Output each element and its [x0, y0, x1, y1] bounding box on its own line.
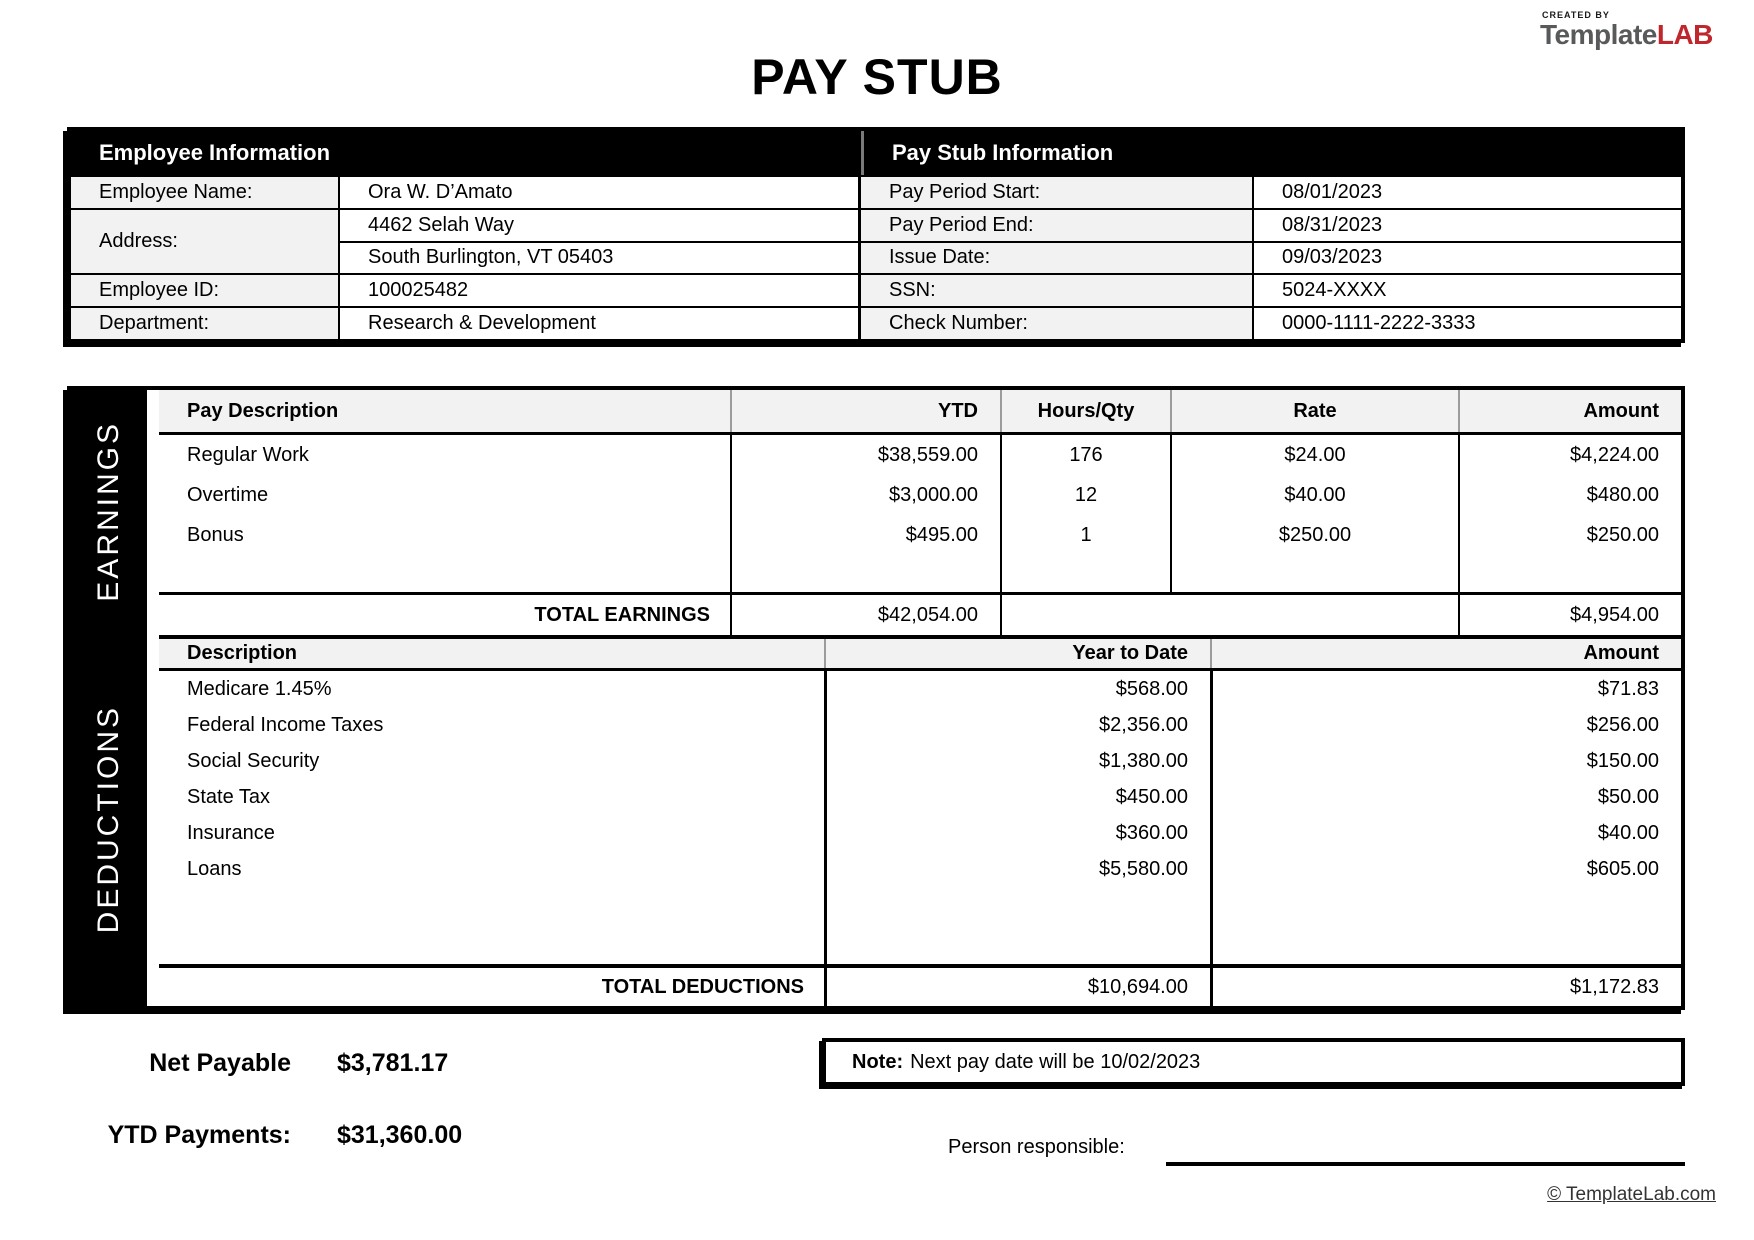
- deduction-row-ytd: $450.00: [1115, 785, 1188, 808]
- total-deductions-row: [159, 964, 1681, 1006]
- earnings-row-description: Overtime: [187, 483, 269, 506]
- net-payable-label: Net Payable: [149, 1049, 291, 1077]
- earnings-row-rate: $250.00: [1278, 523, 1352, 546]
- earnings-row-rate: $24.00: [1284, 443, 1346, 466]
- department-value: Research & Development: [340, 306, 861, 339]
- issue-date-label: Issue Date:: [861, 241, 1254, 274]
- address-label: Address:: [71, 208, 340, 274]
- deduction-row-ytd: $2,356.00: [1099, 713, 1188, 736]
- address-line2-value: South Burlington, VT 05403: [340, 241, 861, 274]
- earnings-header-ytd: YTD: [730, 390, 1000, 432]
- deduction-row-ytd: $5,580.00: [1099, 857, 1188, 880]
- deduction-row-amount: $256.00: [1586, 713, 1659, 736]
- deduction-row-amount: $150.00: [1586, 749, 1659, 772]
- net-payable-value: $3,781.17: [337, 1049, 449, 1077]
- deduction-row-description: Federal Income Taxes: [187, 713, 384, 736]
- employee-id-value: 100025482: [340, 273, 861, 306]
- templatelab-logo: [1540, 10, 1713, 50]
- ssn-label: SSN:: [861, 273, 1254, 306]
- deduction-row-ytd: $1,380.00: [1099, 749, 1188, 772]
- earnings-row-hours: 1: [1080, 523, 1092, 546]
- paystub-info-header: Pay Stub Information: [861, 131, 1681, 175]
- issue-date-value: 09/03/2023: [1254, 241, 1681, 274]
- employee-info-header: Employee Information: [71, 131, 861, 175]
- earnings-row-amount: $480.00: [1586, 483, 1659, 506]
- department-label: Department:: [71, 306, 340, 339]
- deductions-header-amount: Amount: [1210, 639, 1681, 668]
- total-earnings-spacer: [1000, 595, 1458, 635]
- note-label: Note:: [852, 1050, 904, 1073]
- employee-id-label: Employee ID:: [71, 273, 340, 306]
- check-number-label: Check Number:: [861, 306, 1254, 339]
- check-number-value: 0000-1111-2222-3333: [1254, 306, 1681, 339]
- employee-name-value: Ora W. D’Amato: [340, 175, 861, 208]
- earnings-row-ytd: $495.00: [905, 523, 978, 546]
- deductions-body: [159, 671, 1681, 964]
- deduction-row-ytd: $568.00: [1115, 677, 1188, 700]
- logo-brand: [1540, 20, 1713, 50]
- deduction-row-amount: $50.00: [1597, 785, 1659, 808]
- earnings-row-hours: 12: [1074, 483, 1098, 506]
- logo-created-by: CREATED BY: [1542, 10, 1610, 20]
- ssn-value: 5024-XXXX: [1254, 273, 1681, 306]
- deductions-header-row: [159, 639, 1681, 671]
- earnings-deductions-table: [67, 386, 1685, 1010]
- deductions-section-label: DEDUCTIONS: [92, 705, 125, 934]
- deductions-description-column: [159, 671, 824, 964]
- note-box: [822, 1038, 1685, 1086]
- earnings-header-rate: Rate: [1170, 390, 1458, 432]
- earnings-row-ytd: $3,000.00: [889, 483, 978, 506]
- earnings-row-rate: $40.00: [1284, 483, 1346, 506]
- total-deductions-amount: $1,172.83: [1210, 968, 1681, 1006]
- pay-period-start-label: Pay Period Start:: [861, 175, 1254, 208]
- deduction-row-amount: $40.00: [1597, 821, 1659, 844]
- deduction-row-description: Insurance: [187, 821, 275, 844]
- total-earnings-ytd: $42,054.00: [730, 595, 1000, 635]
- table-content: [159, 390, 1681, 1006]
- page-title: PAY STUB: [751, 49, 1003, 105]
- earnings-row-ytd: $38,559.00: [877, 443, 978, 466]
- ytd-payments-value: $31,360.00: [337, 1121, 463, 1149]
- earnings-row-description: Bonus: [187, 523, 244, 546]
- section-sidebar: [71, 390, 147, 1006]
- earnings-description-column: [159, 435, 730, 592]
- deduction-row-description: State Tax: [187, 785, 271, 808]
- earnings-header-amount: Amount: [1458, 390, 1681, 432]
- ytd-payments-label: YTD Payments:: [107, 1121, 291, 1149]
- person-responsible-label: Person responsible:: [948, 1136, 1125, 1158]
- pay-period-end-value: 08/31/2023: [1254, 208, 1681, 241]
- logo-brand-suffix: LAB: [1656, 19, 1713, 50]
- earnings-amount-column: [1458, 435, 1681, 592]
- copyright-link[interactable]: © TemplateLab.com: [1547, 1184, 1716, 1205]
- pay-period-end-label: Pay Period End:: [861, 208, 1254, 241]
- total-earnings-row: [159, 592, 1681, 639]
- employee-name-label: Employee Name:: [71, 175, 340, 208]
- deduction-row-amount: $71.83: [1597, 677, 1659, 700]
- earnings-row-amount: $250.00: [1586, 523, 1659, 546]
- earnings-hours-column: [1000, 435, 1170, 592]
- deduction-row-description: Social Security: [187, 749, 320, 772]
- earnings-header-row: [159, 390, 1681, 435]
- deduction-row-amount: $605.00: [1586, 857, 1659, 880]
- info-table: [67, 127, 1685, 343]
- earnings-row-hours: 176: [1069, 443, 1103, 466]
- earnings-ytd-column: [730, 435, 1000, 592]
- earnings-header-hours: Hours/Qty: [1000, 390, 1170, 432]
- deductions-header-ytd: Year to Date: [824, 639, 1210, 668]
- note-text: Next pay date will be 10/02/2023: [910, 1050, 1201, 1073]
- total-earnings-amount: $4,954.00: [1458, 595, 1681, 635]
- pay-period-start-value: 08/01/2023: [1254, 175, 1681, 208]
- deduction-row-description: Medicare 1.45%: [187, 677, 332, 700]
- deductions-header-description: Description: [187, 642, 298, 664]
- address-line1-value: 4462 Selah Way: [340, 208, 861, 241]
- deductions-amount-column: [1210, 671, 1681, 964]
- earnings-row-description: Regular Work: [187, 443, 309, 466]
- deductions-ytd-column: [824, 671, 1210, 964]
- deduction-row-ytd: $360.00: [1115, 821, 1188, 844]
- total-deductions-ytd: $10,694.00: [824, 968, 1210, 1006]
- logo-brand-name: Template: [1540, 19, 1657, 50]
- earnings-header-description: Pay Description: [187, 399, 339, 422]
- deduction-row-description: Loans: [187, 857, 242, 880]
- total-earnings-label: TOTAL EARNINGS: [534, 603, 710, 626]
- total-deductions-label: TOTAL DEDUCTIONS: [601, 975, 804, 998]
- earnings-section-label: EARNINGS: [92, 421, 125, 602]
- earnings-body: [159, 435, 1681, 592]
- earnings-rate-column: [1170, 435, 1458, 592]
- person-responsible-signature-line[interactable]: [1166, 1162, 1685, 1166]
- earnings-row-amount: $4,224.00: [1570, 443, 1659, 466]
